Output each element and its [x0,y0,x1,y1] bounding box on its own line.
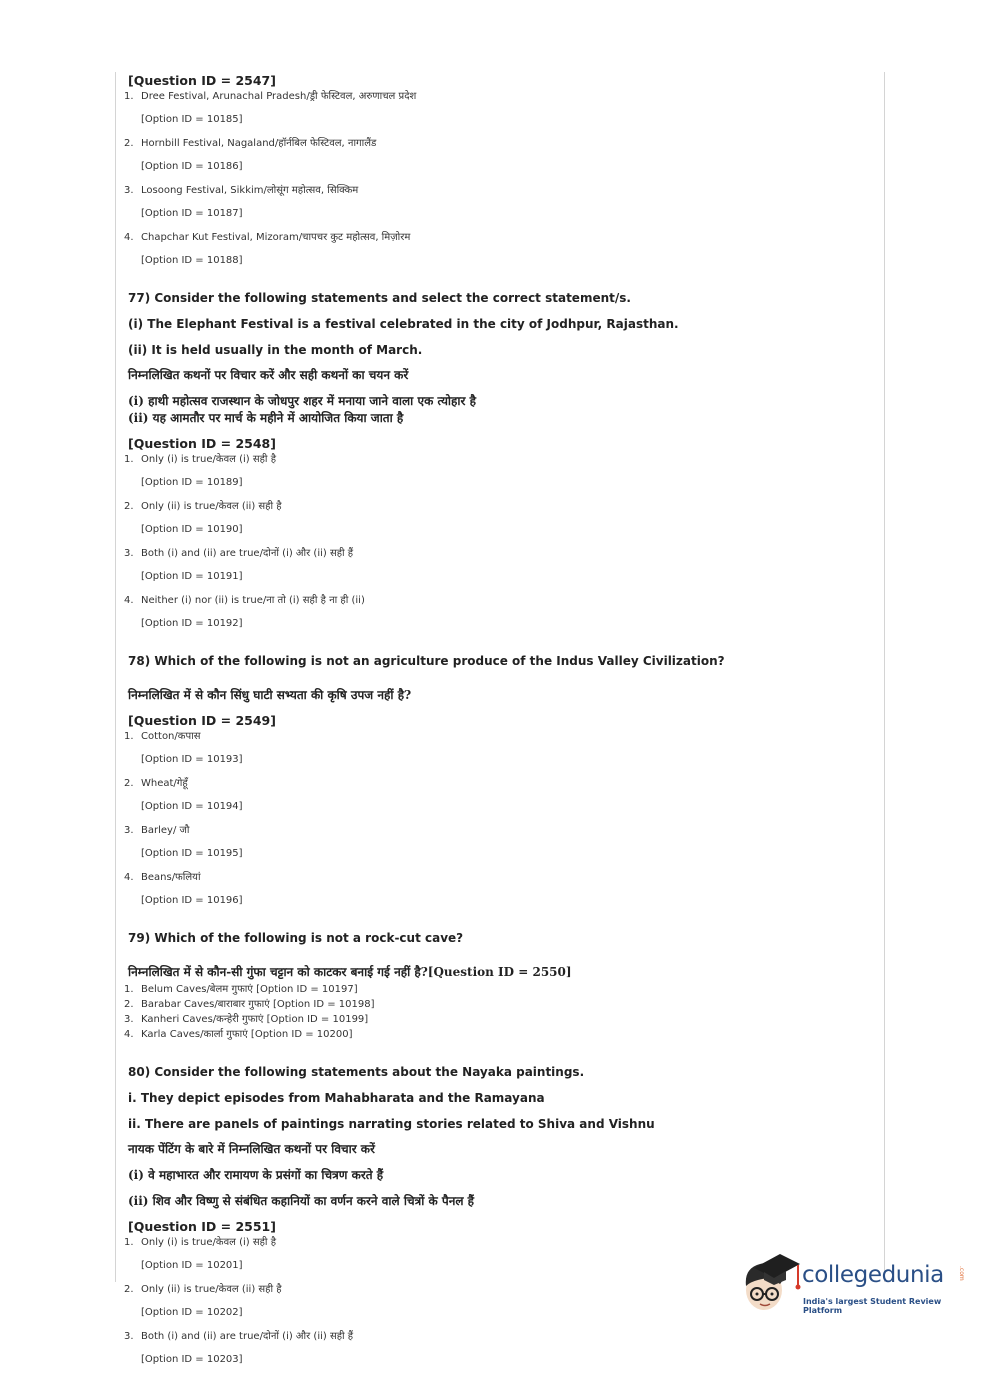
question-title: 80) Consider the following statements about the Nayaka paintings. [128,1065,585,1079]
hindi-statement-2: (ii) यह आमतौर पर मार्च के महीने में आयोजित किया जाता है [128,411,404,425]
option-1: 1. Cotton/कपास [124,731,201,742]
option-id: [Option ID = 10186] [141,161,243,172]
option-4: 4. Chapchar Kut Festival, Mizoram/चापचर कुट महोत्सव, मिज़ोरम [124,232,411,243]
option-id: [Option ID = 10193] [141,754,243,765]
question-id: [Question ID = 2548] [128,436,276,451]
question-79 [124,930,864,1042]
option-id: [Option ID = 10195] [141,848,243,859]
statement-2: ii. There are panels of paintings narrating stories related to Shiva and Vishnu [128,1117,655,1131]
option-id: [Option ID = 10202] [141,1307,243,1318]
option-id: [Option ID = 10189] [141,477,243,488]
collegedunia-logo [740,1248,975,1318]
option-1: 1. Belum Caves/बेलम गुफाएं [Option ID = 10197] [124,984,358,995]
hindi-statement-1: (i) हाथी महोत्सव राजस्थान के जोधपुर शहर में मनाया जाने वाला एक त्योहार है [128,394,476,408]
hindi-question-title: निम्नलिखित में से कौन सिंधु घाटी सभ्यता की कृषि उपज नहीं है? [128,688,412,702]
option-2: 2. Barabar Caves/बाराबार गुफाएं [Option ID = 10198] [124,999,375,1010]
option-id: [Option ID = 10192] [141,618,243,629]
option-id: [Option ID = 10194] [141,801,243,812]
mascot-icon [740,1250,802,1316]
option-2: 2. Only (ii) is true/केवल (ii) सही है [124,1284,282,1295]
hindi-question-title: नायक पेंटिंग के बारे में निम्नलिखित कथनों पर विचार करें [128,1142,375,1156]
question-paper [124,72,864,1377]
hindi-question-title: निम्नलिखित कथनों पर विचार करें और सही कथनों का चयन करें [128,368,409,382]
statement-1: (i) The Elephant Festival is a festival celebrated in the city of Jodhpur, Rajasthan. [128,317,679,331]
question-title: 77) Consider the following statements and select the correct statement/s. [128,291,631,305]
option-3: 3. Kanheri Caves/कन्हेरी गुफाएं [Option ID = 10199] [124,1014,369,1025]
question-title: 78) Which of the following is not an agriculture produce of the Indus Valley Civilization? [128,654,725,668]
question-id: [Question ID = 2551] [128,1219,276,1234]
statement-1: i. They depict episodes from Mahabharata and the Ramayana [128,1091,545,1105]
option-id: [Option ID = 10191] [141,571,243,582]
logo-brand-text: collegedunia [802,1262,944,1288]
option-id: [Option ID = 10185] [141,114,243,125]
hindi-question-title: निम्नलिखित में से कौन-सी गुंफा चट्टान को काटकर बनाई गई नहीं है?[Question ID = 2550] [128,965,572,979]
option-2: 2. Only (ii) is true/केवल (ii) सही है [124,501,282,512]
option-1: 1. Only (i) is true/केवल (i) सही है [124,454,277,465]
option-id: [Option ID = 10188] [141,255,243,266]
question-78 [124,653,864,908]
logo-domain-text: .com [958,1266,965,1281]
option-4: 4. Karla Caves/कार्ला गुफाएं [Option ID = 10200] [124,1029,353,1040]
hindi-statement-2: (ii) शिव और विष्णु से संबंधित कहानियों का वर्णन करने वाले चित्रों के पैनल हैं [128,1194,475,1208]
question-id: [Question ID = 2549] [128,713,276,728]
option-3: 3. Both (i) and (ii) are true/दोनों (i) और (ii) सही हैं [124,1331,354,1342]
question-80 [124,1064,864,1367]
option-3: 3. Barley/ जौ [124,825,190,836]
question-id: [Question ID = 2547] [128,73,276,88]
option-4: 4. Neither (i) nor (ii) is true/ना तो (i) सही है ना ही (ii) [124,595,365,606]
option-4: 4. Beans/फलियां [124,872,201,883]
option-2: 2. Wheat/गेहूँ [124,778,188,789]
option-3: 3. Losoong Festival, Sikkim/लोसूंग महोत्सव, सिक्किम [124,185,359,196]
question-76 [124,72,864,268]
question-title: 79) Which of the following is not a rock-cut cave? [128,931,464,945]
option-id: [Option ID = 10187] [141,208,243,219]
question-77 [124,290,864,631]
logo-tagline: India's largest Student Review Platform [803,1297,942,1315]
option-3: 3. Both (i) and (ii) are true/दोनों (i) और (ii) सही हैं [124,548,354,559]
hindi-statement-1: (i) वे महाभारत और रामायण के प्रसंगों का चित्रण करते हैं [128,1168,384,1182]
option-1: 1. Only (i) is true/केवल (i) सही है [124,1237,277,1248]
option-2: 2. Hornbill Festival, Nagaland/हॉर्नबिल फेस्टिवल, नागालैंड [124,138,377,149]
option-1: 1. Dree Festival, Arunachal Pradesh/ड्री फेस्टिवल, अरुणाचल प्रदेश [124,91,417,102]
option-id: [Option ID = 10190] [141,524,243,535]
left-margin-rule [115,72,116,1282]
right-margin-rule [884,72,885,1282]
option-id: [Option ID = 10196] [141,895,243,906]
statement-2: (ii) It is held usually in the month of March. [128,343,423,357]
option-id: [Option ID = 10201] [141,1260,243,1271]
option-id: [Option ID = 10203] [141,1354,243,1365]
